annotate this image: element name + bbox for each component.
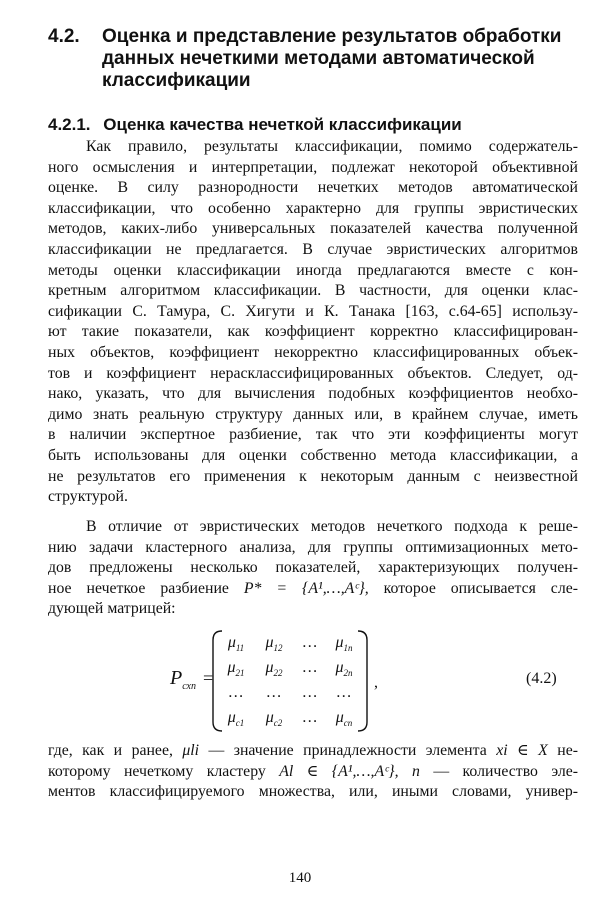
matrix-cell: $\mu_{21}$ bbox=[227, 659, 245, 679]
text-line: нако, указать, что для вычисления подобных коэффициентов необхо- bbox=[48, 385, 578, 403]
text-line bbox=[48, 579, 578, 600]
count-symbol: n bbox=[411, 762, 420, 780]
matrix-cell: … bbox=[302, 634, 318, 651]
element-symbol: xi ∈ X bbox=[496, 742, 548, 759]
matrix-cell: … bbox=[336, 684, 352, 701]
text-line: нию задачи кластерного анализа, для группы оптимизационных мето- bbox=[48, 538, 578, 556]
matrix-trailing-comma: , bbox=[374, 674, 378, 691]
membership-symbol: μli bbox=[182, 742, 200, 759]
matrix-cell: $\mu_{cn}$ bbox=[335, 709, 353, 729]
partition-formula: P* = {A¹,…,Aᶜ}, bbox=[243, 579, 369, 597]
matrix-label: $P_{схп}$ bbox=[170, 667, 196, 692]
text-line: оценке. В силу разнородности нечетких методов автоматической bbox=[48, 179, 578, 197]
text-line: ют такие показатели, как коэффициент корректно классифицирован- bbox=[48, 323, 578, 341]
text-line: классификации не предлагается. В случае эвристических алгоритмов bbox=[48, 240, 578, 258]
matrix-cell: $\mu_{c2}$ bbox=[265, 709, 283, 729]
matrix-cell: $\mu_{2n}$ bbox=[335, 659, 353, 679]
section-title-line: Оценка и представление результатов обработки bbox=[102, 26, 562, 47]
section-heading bbox=[48, 26, 578, 92]
matrix-cell: … bbox=[228, 684, 244, 701]
text-line: где, как и ранее, μli — значение принадлежности элемента xi ∈ X не- bbox=[48, 742, 578, 759]
matrix-cell: $\mu_{12}$ bbox=[265, 634, 283, 654]
section-title-line: классификации bbox=[102, 70, 251, 91]
text-fragment: которое описывается сле- bbox=[383, 579, 578, 597]
text-line: методов, каких-либо универсальных показателей качества полученной bbox=[48, 220, 578, 238]
subsection-number: 4.2.1. bbox=[48, 115, 91, 134]
text-line: ных объектов, коэффициент некорректно классифицированных объек- bbox=[48, 343, 578, 361]
text-line: Как правило, результаты классификации, помимо содержатель- bbox=[86, 138, 578, 155]
matrix-formula bbox=[170, 628, 400, 734]
matrix-label-subscript: схп bbox=[182, 681, 196, 692]
text-line: быть использованы для оценки собственно метода классификации, а bbox=[48, 446, 578, 464]
text-line: дующей матрицей: bbox=[48, 600, 176, 618]
text-line: не результатов его применения к некоторым данным с неизвестной bbox=[48, 467, 578, 485]
text-line: сификации С. Тамура, С. Хигути и К. Танака [163, с.64-65] использу- bbox=[48, 302, 578, 320]
paragraph-3 bbox=[48, 741, 578, 803]
text-line: ного осмысления и интерпретации, подлежат некоторой объективной bbox=[48, 158, 578, 176]
section-title-line: данных нечеткими методами автоматической bbox=[102, 48, 535, 69]
text-line: методы оценки классификации иногда предлагаются вместе с кон- bbox=[48, 261, 578, 279]
subsection-heading bbox=[48, 115, 578, 135]
text-line: ментов классифицируемого множества, или, иными словами, универ- bbox=[48, 783, 578, 801]
matrix-cell: $\mu_{11}$ bbox=[227, 634, 245, 654]
matrix-cell: $\mu_{1n}$ bbox=[335, 634, 353, 654]
matrix-cell: … bbox=[302, 684, 318, 701]
subsection-title: Оценка качества нечеткой классификации bbox=[103, 115, 462, 134]
matrix-cell: … bbox=[302, 659, 318, 676]
matrix-cell: $\mu_{c1}$ bbox=[227, 709, 245, 729]
membership-matrix bbox=[212, 628, 372, 734]
page-number: 140 bbox=[288, 870, 312, 886]
section-number: 4.2. bbox=[48, 26, 80, 47]
text-line: которому нечеткому кластеру Al ∈ {A¹,…,Aᶜ}, n — количество эле- bbox=[48, 762, 578, 780]
text-fragment: ное нечеткое разбиение bbox=[48, 579, 229, 597]
text-line: структурой. bbox=[48, 488, 128, 506]
text-line: тов и коэффициент нерасклассифицированных объектов. Следует, од- bbox=[48, 364, 578, 382]
matrix-cell: … bbox=[302, 709, 318, 726]
matrix-cell: … bbox=[266, 684, 282, 701]
paragraph-2 bbox=[48, 517, 578, 620]
text-line: В отличие от эвристических методов нечеткого подхода к реше- bbox=[86, 518, 578, 535]
text-line: кретным алгоритмом классификации. В частности, для оценки клас- bbox=[48, 282, 578, 300]
text-line: в наличии экспертное разбиение, так что эти коэффициенты могут bbox=[48, 426, 578, 444]
text-line: димо знать реальную структуру данных или, в крайнем случае, иметь bbox=[48, 405, 578, 423]
matrix-cell: $\mu_{22}$ bbox=[265, 659, 283, 679]
text-line: классификации, что особенно характерно для группы эвристических bbox=[48, 199, 578, 217]
cluster-formula: Al ∈ {A¹,…,Aᶜ}, bbox=[279, 762, 399, 780]
paragraph-1 bbox=[48, 137, 578, 508]
equation-number: (4.2) bbox=[526, 670, 557, 687]
text-line: дов предложены несколько показателей, характеризующих получен- bbox=[48, 559, 578, 577]
equals-sign: = bbox=[203, 668, 214, 688]
